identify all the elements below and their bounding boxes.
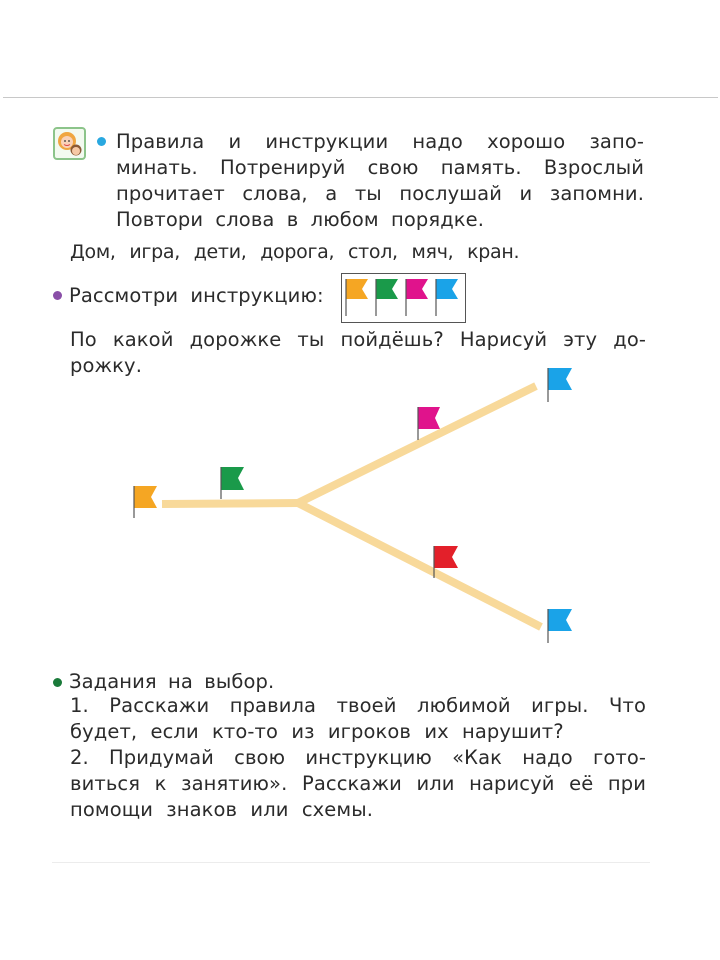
tasks-text — [70, 693, 646, 823]
tasks-title: Задания на выбор. — [69, 670, 275, 693]
text-line: 1. Расскажи правила твоей любимой игры. Что — [70, 694, 646, 717]
text-line: Правила и инструкции надо хорошо запо- — [116, 130, 644, 153]
text-line: прочитает слова, а ты послушай и запомни. — [116, 182, 644, 205]
text-line: минать. Потренируй свою память. Взрослый — [116, 156, 644, 179]
text-line: будет, если кто-то из игроков их нарушит? — [70, 720, 564, 743]
road — [162, 386, 541, 627]
text-line: 2. Придумай свою инструкцию «Как надо гото- — [70, 746, 646, 769]
green-flag-icon — [221, 467, 244, 499]
text-line: рожку. — [70, 354, 142, 377]
text-line: Повтори слова в любом порядке. — [116, 208, 485, 231]
bottom-divider — [52, 862, 650, 863]
green-bullet — [53, 678, 62, 687]
text-line: виться к занятию». Расскажи или нарисуй её при — [70, 772, 646, 795]
word-list: Дом, игра, дети, дорога, стол, мяч, кран. — [70, 241, 520, 263]
text-line: помощи знаков или схемы. — [70, 798, 373, 821]
start-orange-flag-icon — [134, 486, 157, 518]
upper-end-blue-flag-icon — [548, 368, 572, 402]
lower-end-blue-flag-icon — [548, 609, 572, 643]
instruction-label: Рассмотри инструкцию: — [69, 284, 324, 307]
text-line: По какой дорожке ты пойдёшь? Нарисуй эту до- — [70, 328, 646, 351]
